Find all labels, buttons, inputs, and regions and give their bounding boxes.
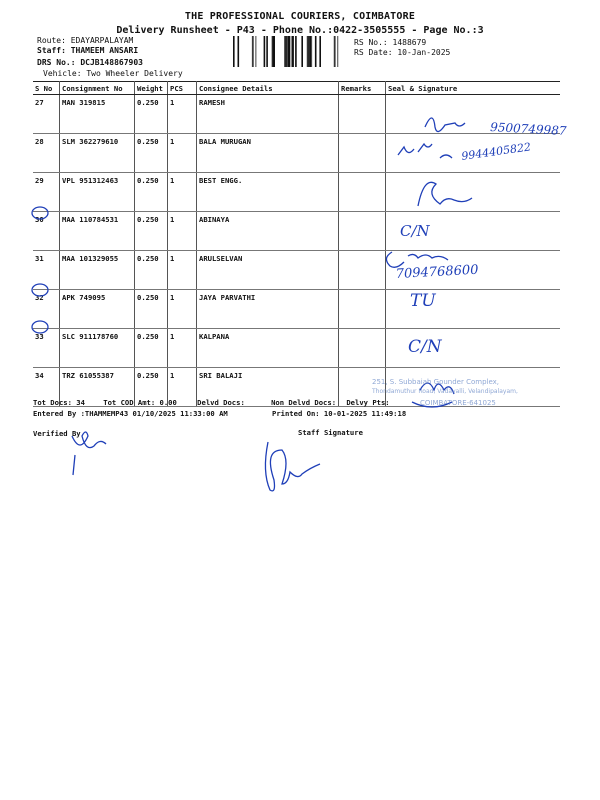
barcode-bar bbox=[288, 36, 290, 67]
stamp-line1: 251, S. Subbaiah Gounder Complex, bbox=[372, 378, 500, 386]
cell-weight: 0.250 bbox=[135, 290, 168, 329]
verified-by-label: Verified By bbox=[33, 429, 81, 438]
cell-consignee: BALA MURUGAN bbox=[197, 134, 339, 173]
hand-phone-row31: 7094768600 bbox=[395, 262, 479, 282]
cell-seal-signature bbox=[386, 290, 561, 329]
cell-pcs: 1 bbox=[168, 368, 197, 407]
barcode-bar bbox=[238, 36, 240, 67]
barcode-bar bbox=[233, 36, 235, 67]
cell-sno: 29 bbox=[33, 173, 60, 212]
cell-weight: 0.250 bbox=[135, 95, 168, 134]
cell-remarks bbox=[339, 212, 386, 251]
cell-weight: 0.250 bbox=[135, 134, 168, 173]
cell-weight: 0.250 bbox=[135, 329, 168, 368]
cell-pcs: 1 bbox=[168, 173, 197, 212]
cell-sno: 32 bbox=[33, 290, 60, 329]
table-row bbox=[33, 134, 560, 173]
cell-weight: 0.250 bbox=[135, 368, 168, 407]
cell-weight: 0.250 bbox=[135, 212, 168, 251]
tot-docs: Tot Docs: 34 bbox=[33, 398, 85, 407]
delvd-docs: Delvd Docs: bbox=[197, 398, 245, 407]
barcode-bar bbox=[252, 36, 253, 67]
rs-number: RS No.: 1488679 bbox=[354, 38, 427, 47]
table-row bbox=[33, 251, 560, 290]
col-consignee: Consignee Details bbox=[197, 82, 339, 95]
barcode-bar bbox=[266, 36, 268, 67]
cell-consignment: SLC 911178760 bbox=[60, 329, 135, 368]
cell-consignment: APK 749095 bbox=[60, 290, 135, 329]
table-row bbox=[33, 329, 560, 368]
hand-tu-row32: TU bbox=[410, 291, 436, 311]
cell-consignment: TRZ 61055387 bbox=[60, 368, 135, 407]
barcode-bar bbox=[264, 36, 266, 67]
barcode-bar bbox=[273, 36, 275, 67]
cell-sno: 28 bbox=[33, 134, 60, 173]
col-sno: S No bbox=[33, 82, 60, 95]
signature-verified bbox=[72, 432, 106, 475]
hand-phone-row28: 9944405822 bbox=[460, 140, 532, 163]
table-row bbox=[33, 95, 560, 134]
printed-on: Printed On: 10-01-2025 11:49:18 bbox=[272, 409, 407, 418]
cell-seal-signature bbox=[386, 173, 561, 212]
barcode-bar bbox=[256, 36, 257, 67]
barcode bbox=[233, 36, 345, 67]
cell-consignment: MAA 101329055 bbox=[60, 251, 135, 290]
cell-consignment: MAA 110784531 bbox=[60, 212, 135, 251]
barcode-bar bbox=[253, 36, 254, 67]
cell-sno: 31 bbox=[33, 251, 60, 290]
hand-phone-row27: 9500749987 bbox=[489, 120, 567, 138]
company-title: THE PROFESSIONAL COURIERS, COIMBATORE bbox=[184, 11, 416, 22]
cell-sno: 34 bbox=[33, 368, 60, 407]
table-row bbox=[33, 212, 560, 251]
cell-seal-signature bbox=[386, 134, 561, 173]
col-remarks: Remarks bbox=[339, 82, 386, 95]
stamp-line3: COIMBATORE-641025 bbox=[420, 399, 496, 407]
barcode-bar bbox=[311, 36, 312, 67]
barcode-bar bbox=[310, 36, 312, 67]
cell-consignment: VPL 951312463 bbox=[60, 173, 135, 212]
hand-cn-row33: C/N bbox=[408, 337, 442, 357]
barcode-bar bbox=[301, 36, 303, 67]
col-weight: Weight bbox=[135, 82, 168, 95]
cell-remarks bbox=[339, 251, 386, 290]
cell-consignee: KALPANA bbox=[197, 329, 339, 368]
non-delvd-docs: Non Delvd Docs: bbox=[271, 398, 337, 407]
cell-consignee: ARULSELVAN bbox=[197, 251, 339, 290]
staff-label: Staff: THAMEEM ANSARI bbox=[37, 46, 139, 55]
barcode-bar bbox=[319, 36, 321, 67]
cell-remarks bbox=[339, 95, 386, 134]
cell-remarks bbox=[339, 329, 386, 368]
table-header-row bbox=[33, 82, 560, 95]
drs-number: DRS No.: DCJB148867903 bbox=[37, 58, 143, 67]
barcode-bar bbox=[286, 36, 288, 67]
cell-weight: 0.250 bbox=[135, 251, 168, 290]
cell-pcs: 1 bbox=[168, 212, 197, 251]
runsheet-table bbox=[33, 81, 560, 407]
barcode-bar bbox=[337, 36, 338, 67]
cell-pcs: 1 bbox=[168, 290, 197, 329]
barcode-bar bbox=[335, 36, 336, 67]
barcode-bar bbox=[308, 36, 309, 67]
runsheet-subtitle: Delivery Runsheet - P43 - Phone No.:0422-3505555 - Page No.:3 bbox=[116, 25, 484, 36]
barcode-bar bbox=[295, 36, 297, 67]
delvy-pts: Delvy Pts: bbox=[346, 398, 390, 407]
cell-consignee: ABINAYA bbox=[197, 212, 339, 251]
cell-seal-signature bbox=[386, 95, 561, 134]
cell-consignment: SLM 362279610 bbox=[60, 134, 135, 173]
cell-pcs: 1 bbox=[168, 329, 197, 368]
cell-pcs: 1 bbox=[168, 134, 197, 173]
col-pcs: PCS bbox=[168, 82, 197, 95]
table-row bbox=[33, 173, 560, 212]
hand-cn-row30: C/N bbox=[400, 222, 430, 240]
staff-signature-label: Staff Signature bbox=[298, 428, 363, 437]
barcode-bar bbox=[292, 36, 294, 67]
entered-by: Entered By :THAMMEMP43 01/10/2025 11:33:00 AM bbox=[33, 409, 228, 418]
cell-seal-signature bbox=[386, 251, 561, 290]
barcode-bar bbox=[334, 36, 335, 67]
cell-weight: 0.250 bbox=[135, 173, 168, 212]
stamp-line2: Thondamuthur Road, Vadavalli, Velandipalayam, bbox=[372, 388, 518, 395]
cell-sno: 33 bbox=[33, 329, 60, 368]
cell-consignee: RAMESH bbox=[197, 95, 339, 134]
vehicle-label: Vehicle: Two Wheeler Delivery bbox=[43, 69, 183, 78]
totals-row bbox=[33, 398, 563, 407]
cell-seal-signature bbox=[386, 329, 561, 368]
barcode-bar bbox=[307, 36, 308, 67]
cell-pcs: 1 bbox=[168, 251, 197, 290]
table-row bbox=[33, 290, 560, 329]
cell-pcs: 1 bbox=[168, 95, 197, 134]
route-label: Route: EDAYARPALAYAM bbox=[37, 36, 134, 45]
cell-remarks bbox=[339, 134, 386, 173]
signature-staff bbox=[265, 442, 320, 491]
cell-remarks bbox=[339, 173, 386, 212]
barcode-bar bbox=[315, 36, 317, 67]
cell-sno: 30 bbox=[33, 212, 60, 251]
cell-consignment: MAN 319815 bbox=[60, 95, 135, 134]
cell-consignee: SRI BALAJI bbox=[197, 368, 339, 407]
col-seal-signature: Seal & Signature bbox=[386, 82, 561, 95]
rs-date: RS Date: 10-Jan-2025 bbox=[354, 48, 451, 57]
barcode-bar bbox=[272, 36, 273, 67]
cell-sno: 27 bbox=[33, 95, 60, 134]
barcode-bar bbox=[309, 36, 310, 67]
col-consignment: Consignment No bbox=[60, 82, 135, 95]
cell-seal-signature bbox=[386, 212, 561, 251]
cell-consignee: BEST ENGG. bbox=[197, 173, 339, 212]
cell-remarks bbox=[339, 290, 386, 329]
barcode-bar bbox=[284, 36, 286, 67]
cell-consignee: JAYA PARVATHI bbox=[197, 290, 339, 329]
tot-cod: Tot COD Amt: 0.00 bbox=[103, 398, 177, 407]
